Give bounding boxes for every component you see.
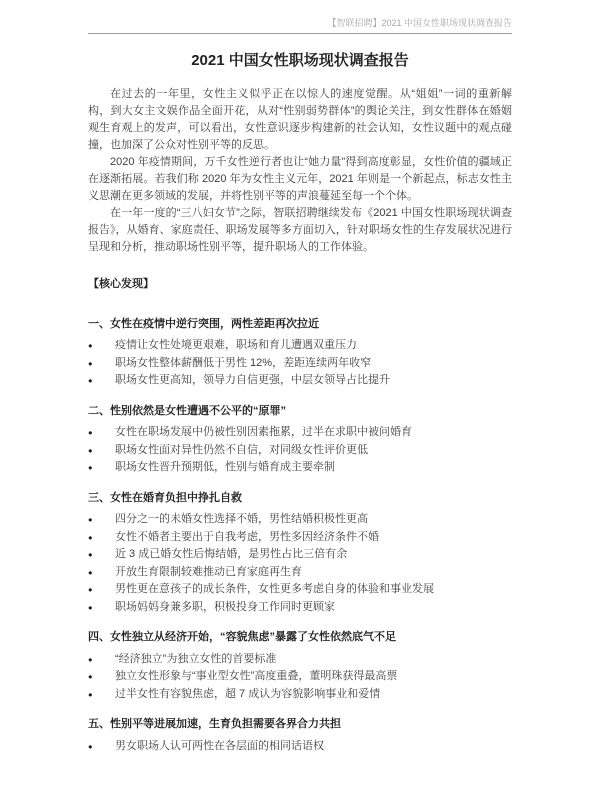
bullet-text: 女性不婚者主要出于自我考虑，男性多因经济条件不婚 <box>115 530 379 543</box>
bullet-item <box>88 651 512 669</box>
intro-paragraphs <box>88 86 512 256</box>
bullet-list <box>88 738 512 756</box>
bullet-dot-icon: ● <box>88 358 93 368</box>
finding-section <box>88 490 512 617</box>
section-heading: 四、女性独立从经济开始，“容貌焦虑”暴露了女性依然底气不足 <box>88 631 396 643</box>
section-heading: 五、性别平等进展加速，生育负担需要各界合力共担 <box>88 718 341 730</box>
bullet-dot-icon: ● <box>88 428 93 437</box>
bullet-item <box>88 546 512 564</box>
bullet-text: 职场女性面对异性仍然不自信，对同级女性评价更低 <box>115 443 368 456</box>
intro-paragraph: 2020 年疫情期间，万千女性逆行者也让“她力量”得到高度彰显，女性价值的疆域正在逐渐拓展。若我们称 2020 年为女性主义元年，2021 年则是一个新起点，标志女性主义思潮在更多领域的发展，并将性别平等的声浪蔓延至每一个个体。 <box>88 156 512 202</box>
finding-section <box>88 629 512 703</box>
bullet-text: 开放生育限制较难推动已育家庭再生育 <box>115 565 302 578</box>
bullet-dot-icon: ● <box>88 532 93 542</box>
bullet-dot-icon: ● <box>88 567 93 577</box>
bullet-text: 职场妈妈身兼多职，积极投身工作同时更顾家 <box>115 600 335 613</box>
finding-section <box>88 316 512 390</box>
bullet-text: 近 3 成已婚女性后悔结婚，是男性占比三倍有余 <box>115 548 348 560</box>
bullet-text: 独立女性形象与“事业型女性”高度重叠，董明珠获得最高票 <box>115 670 398 682</box>
bullet-text: 职场女性更高知，领导力自信更强，中层女领导占比提升 <box>115 374 390 386</box>
intro-paragraph: 在一年一度的“三八妇女节”之际，智联招聘继续发布《2021 中国女性职场现状调查报告》，从婚育、家庭责任、职场发展等多方面切入，针对职场女性的生存发展状况进行呈现和分析，推动职场性别平等，提升职场人的工作体验。 <box>88 207 512 253</box>
bullet-text: 职场女性晋升预期低，性别与婚育成主要牵制 <box>115 461 335 473</box>
bullet-list <box>88 651 512 704</box>
bullet-text: “经济独立”为独立女性的首要标准 <box>115 652 277 665</box>
bullet-dot-icon: ● <box>88 550 93 559</box>
bullet-text: 男女职场人认可两性在各层面的相同话语权 <box>115 739 324 752</box>
bullet-dot-icon: ● <box>88 445 93 455</box>
bullet-text: 四分之一的未婚女性选择不婚，男性结婚积极性更高 <box>115 513 368 525</box>
bullet-item <box>88 442 512 460</box>
bullet-text: 职场女性整体薪酬低于男性 12%，差距连续两年收窄 <box>115 356 372 369</box>
bullet-item <box>88 668 512 686</box>
page-title: 2021 中国女性职场现状调查报告 <box>191 52 409 69</box>
bullet-dot-icon: ● <box>88 741 93 751</box>
bullet-item <box>88 355 512 373</box>
bullet-item <box>88 581 512 599</box>
finding-section <box>88 403 512 477</box>
bullet-text: 男性更在意孩子的成长条件，女性更多考虑自身的体验和事业发展 <box>115 583 434 595</box>
intro-paragraph: 在过去的一年里，女性主义似乎正在以惊人的速度觉醒。从“姐姐”一词的重新解构，到大女主文娱作品全面开花，从对“性别弱势群体”的舆论关注，到女性群体在婚姻观生育观上的发声，可以看出，女性意识逐步构建新的社会认知，女性议题中的观点碰撞，也加深了公众对性别平等的反思。 <box>88 88 512 151</box>
document-header: 【智联招聘】2021 中国女性职场现状调查报告 <box>88 17 512 34</box>
bullet-item <box>88 511 512 529</box>
bullet-list <box>88 511 512 616</box>
bullet-dot-icon: ● <box>88 602 93 612</box>
findings-sections <box>88 316 512 756</box>
bullet-dot-icon: ● <box>88 585 93 594</box>
bullet-text: 女性在职场发展中仍被性别因素拖累，过半在求职中被问婚育 <box>115 426 412 438</box>
finding-section <box>88 716 512 755</box>
section-heading: 二、性别依然是女性遭遇不公平的“原罪” <box>88 404 286 417</box>
bullet-dot-icon: ● <box>88 341 93 350</box>
section-heading: 一、女性在疫情中逆行突围，两性差距再次拉近 <box>88 317 319 330</box>
bullet-item <box>88 599 512 617</box>
bullet-item <box>88 459 512 477</box>
bullet-dot-icon: ● <box>88 376 93 385</box>
core-findings-heading: 【核心发现】 <box>88 278 154 290</box>
bullet-text: 疫情让女性处境更艰难，职场和育儿遭遇双重压力 <box>115 339 357 351</box>
bullet-list <box>88 424 512 477</box>
bullet-list <box>88 337 512 390</box>
bullet-item <box>88 686 512 704</box>
bullet-dot-icon: ● <box>88 672 93 681</box>
bullet-dot-icon: ● <box>88 463 93 472</box>
bullet-item <box>88 564 512 582</box>
bullet-dot-icon: ● <box>88 689 93 699</box>
bullet-item <box>88 529 512 547</box>
bullet-text: 过半女性有容貌焦虑，超 7 成认为容貌影响事业和爱情 <box>115 687 381 700</box>
section-heading: 三、女性在婚育负担中挣扎自救 <box>88 491 242 504</box>
bullet-item <box>88 738 512 756</box>
bullet-item <box>88 337 512 355</box>
bullet-item <box>88 424 512 442</box>
bullet-dot-icon: ● <box>88 654 93 664</box>
bullet-dot-icon: ● <box>88 515 93 524</box>
bullet-item <box>88 372 512 390</box>
